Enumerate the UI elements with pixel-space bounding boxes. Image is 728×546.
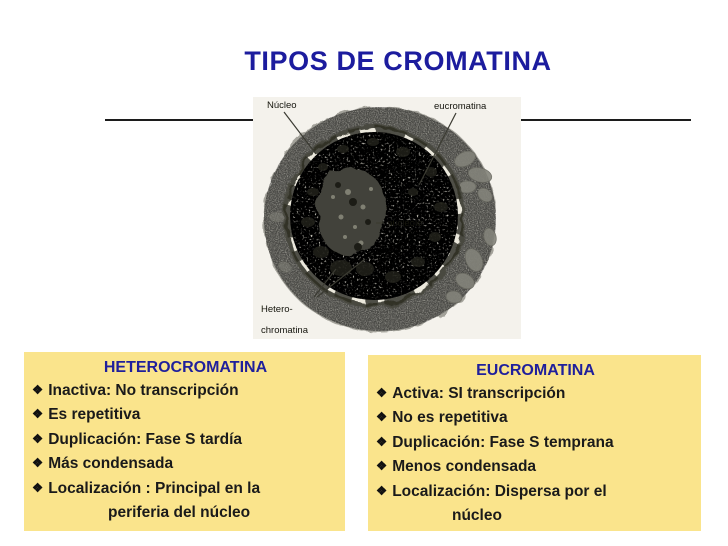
bullet-item xyxy=(376,382,695,406)
bullet-item-continuation: periferia del núcleo xyxy=(108,504,251,522)
bullet-item-text: Es repetitiva xyxy=(48,406,141,424)
diamond-bullet-icon: ❖ xyxy=(376,434,388,449)
bullet-item-text: Activa: SI transcripción xyxy=(392,385,566,402)
diamond-bullet-icon: ❖ xyxy=(32,431,44,446)
label-nucleus: Núcleo xyxy=(267,100,297,111)
bullet-item-text: No es repetitiva xyxy=(392,409,508,427)
label-euchromatin: eucromatina xyxy=(434,101,487,112)
bullet-item xyxy=(376,480,695,504)
diamond-bullet-icon: ❖ xyxy=(376,483,388,498)
bullet-item xyxy=(376,431,695,455)
bullet-item xyxy=(32,428,339,452)
panel-title-euchromatin: EUCROMATINA xyxy=(476,362,595,379)
bullet-item-text: Menos condensada xyxy=(392,458,537,476)
bullet-item-continuation: núcleo xyxy=(452,507,502,525)
electron-micrograph xyxy=(253,97,521,339)
diamond-bullet-icon: ❖ xyxy=(376,410,388,425)
bullet-item xyxy=(32,452,339,476)
bullet-item xyxy=(32,403,339,427)
bullet-item-text: Duplicación: Fase S tardía xyxy=(48,430,243,448)
euchromatin-list xyxy=(376,382,695,527)
diamond-bullet-icon: ❖ xyxy=(32,407,44,422)
diamond-bullet-icon: ❖ xyxy=(32,383,44,397)
diamond-bullet-icon: ❖ xyxy=(376,386,388,400)
bullet-item-text: Localización : Principal en la xyxy=(48,479,261,497)
panel-title-heterochromatin: HETEROCROMATINA xyxy=(103,359,268,376)
diamond-bullet-icon: ❖ xyxy=(32,456,44,471)
cell-body xyxy=(263,106,498,332)
label-nucleolus: nucleolo xyxy=(387,218,423,229)
bullet-item-text: Localización: Dispersa por el xyxy=(392,482,607,500)
diamond-bullet-icon: ❖ xyxy=(376,459,388,474)
diamond-bullet-icon: ❖ xyxy=(32,480,44,495)
heterochromatin-list xyxy=(32,379,339,524)
bullet-item-text: Más condensada xyxy=(48,455,174,473)
bullet-item xyxy=(376,406,695,430)
slide-title: TIPOS DE CROMATINA xyxy=(244,46,552,76)
bullet-item xyxy=(32,379,339,403)
bullet-item-text: Inactiva: No transcripción xyxy=(48,382,239,399)
heterochromatin-panel xyxy=(24,352,345,531)
bullet-item xyxy=(376,455,695,479)
label-heterochromatin-2: chromatina xyxy=(261,325,308,336)
label-heterochromatin-1: Hetero- xyxy=(261,304,293,315)
bullet-item xyxy=(32,477,339,501)
bullet-item-text: Duplicación: Fase S temprana xyxy=(392,433,614,451)
euchromatin-panel xyxy=(368,355,701,531)
